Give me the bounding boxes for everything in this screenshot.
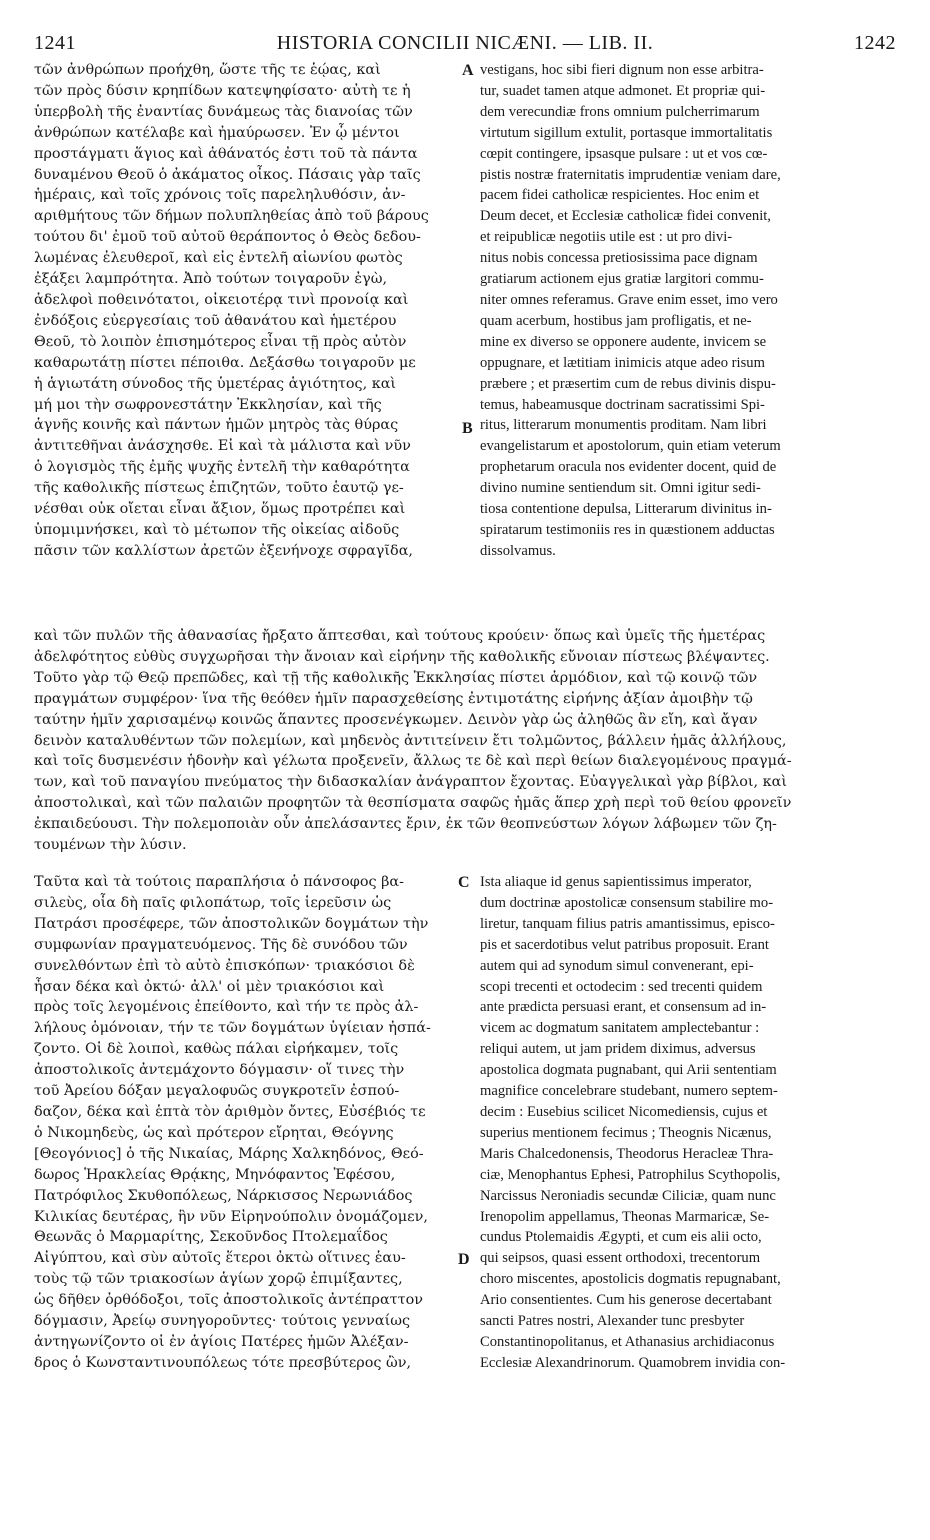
text-line: ἦσαν δέκα καὶ ὀκτώ· ἀλλ' οἱ μὲν τριακόσιοι καὶ (34, 978, 385, 995)
text-line: τουμένων τὴν λύσιν. (34, 837, 187, 854)
text-line: ciæ, Menophantus Ephesi, Patrophilus Scythopolis, (480, 1166, 781, 1183)
text-line: Ταῦτα καὶ τὰ τούτοις παραπλήσια ὁ πάνσοφος βα- (34, 874, 405, 890)
text-line: dem verecundiæ frons omnium pulcherrimarum (480, 103, 760, 120)
text-line: Ecclesiæ Alexandrinorum. Quamobrem invidia con- (480, 1354, 786, 1371)
text-line: virtutum sigillum extulit, portasque immortalitatis (480, 124, 773, 141)
text-line: Narcissus Neroniadis secundæ Ciliciæ, quam nunc (480, 1187, 776, 1204)
text-line: Τοῦτο γὰρ τῷ Θεῷ πρεπῶδες, καὶ τῇ τῆς καθολικῆς Ἐκκλησίας πίστει ἁρμόδιον, καὶ τῷ κοινῷ τῶν (34, 669, 758, 686)
text-line: choro miscentes, apostolicis dogmatis repugnabant, (480, 1271, 781, 1288)
text-line: τῶν ἀνθρώπων προήχθη, ὥστε τῆς τε ἑῴας, καὶ (34, 62, 381, 78)
text-line: Θεοῦ, τὸ λοιπὸν ἐπισημότερος εἶναι τῇ πρὸς αὐτὸν (34, 333, 407, 350)
text-line: πραγμάτων συμφέρον· ἵνα τῆς θεόθεν ἡμῖν παρασχεθείσης ἐντιμοτάτης εἰρήνης ἀξίαν ἀμοιβὴν τῷ (34, 690, 753, 707)
page-number-right: 1242 (854, 32, 896, 54)
margin-letter-a: A (462, 62, 474, 79)
text-line: δυναμένου Θεοῦ ὁ ἀκάματος οἶκος. Πάσαις γὰρ ταῖς (34, 166, 421, 183)
text-line: præbere ; et præsertim cum de rebus divinis dispu- (480, 375, 776, 392)
text-line: καὶ τοῖς δυσμενέσιν ἡδονὴν καὶ γέλωτα προξενεῖν, ἄλλως τε δὲ καὶ περὶ θείων διαλεγομένους πραγμά- (34, 753, 792, 770)
text-line: dum doctrinæ apostolicæ consensum stabilire mo- (480, 894, 774, 911)
text-line: et reipublicæ negotiis utile est : ut pro divi- (480, 229, 733, 246)
text-line: temus, habeamusque doctrinam sacratissimi Spi- (480, 396, 765, 413)
text-line: προστάγματι ἅγιος καὶ ἀθάνατός ἐστι τοῦ τὰ πάντα (34, 145, 418, 162)
text-line: tur, suadet tamen atque admonet. Et propriæ qui- (480, 82, 766, 99)
text-line: vicem ac dogmatum sanitatem amplectebantur : (480, 1020, 760, 1037)
text-line: δεινὸν καταλυθέντων τῶν πολεμίων, καὶ μηδενὸς ἀντιτείνειν ἔτι τολμῶντος, βάλλειν ἡμᾶς ἀλλήλους, (34, 732, 787, 749)
text-line: pis et sacerdotibus velut patribus proposuit. Erant (480, 936, 769, 953)
text-line: μή μοι τὴν σωφρονεστάτην Ἐκκλησίαν, καὶ τῆς (34, 396, 382, 413)
text-line: cundus Ptolemaidis Ægypti, et cum eis alii octo, (480, 1229, 762, 1246)
text-line: ritus, litterarum monumentis proditam. Nam libri (480, 417, 767, 434)
text-line: ὁ Νικομηδεὺς, ὡς καὶ πρότερον εἴρηται, Θεόγνης (34, 1124, 394, 1141)
text-line: Maris Chalcedonensis, Theodorus Heracleæ Thra- (480, 1145, 774, 1162)
latin-column-top (480, 60, 896, 562)
text-line: ἀντηγωνίζοντο οἱ ἐν ἁγίοις Πατέρες ἡμῶν Ἀλέξαν- (34, 1333, 409, 1350)
text-line: λωμένας ἐλευθεροῖ, καὶ εἰς ἐντελῆ αἰωνίου φωτὸς (34, 250, 403, 267)
text-line: ἀνθρώπων κατέλαβε καὶ ἠμαύρωσεν. Ἐν ᾧ μέντοι (34, 124, 400, 141)
text-line: spiratarum testimoniis res in quæstionem adductas (480, 521, 775, 538)
text-line: pistis nostræ fraternitatis imprudentiæ veniam dare, (480, 166, 781, 183)
text-line: Deum decet, et Ecclesiæ catholicæ fidei convenit, (480, 208, 771, 225)
text-line: ζοντο. Οἱ δὲ λοιποὶ, καθὼς πάλαι εἰρήκαμεν, τοῖς (34, 1041, 399, 1058)
text-line: νέσθαι οὐκ οἴεται εἶναι ἄξιον, ὅμως προτρέπει καὶ (34, 501, 406, 518)
greek-column-bottom (34, 872, 462, 1374)
text-line: divino numine sentiendum sit. Omni igitur sedi- (480, 480, 761, 497)
text-line: ἐκπαιδεύουσι. Τὴν πολεμοποιὰν οὖν ἀπελάσαντες ἔριν, ἐκ τῶν θεοπνεύστων λόγων λάβωμεν τῶν ζη- (34, 816, 777, 833)
text-line: ἀντιτεθῆναι ἀνάσχησθε. Εἰ καὶ τὰ μάλιστα καὶ νῦν (34, 438, 411, 455)
text-line: Ario consentientes. Cum his generose decertabant (480, 1292, 772, 1309)
text-line: δρος ὁ Κωνσταντινουπόλεως τότε πρεσβύτερος ὢν, (34, 1354, 412, 1371)
text-line: τοὺς τῷ τῶν τριακοσίων ἁγίων χορῷ ἐπιμίξαντες, (34, 1271, 403, 1288)
text-line: ἡ ἁγιωτάτη σύνοδος τῆς ὑμετέρας ἁγιότητος, καὶ (34, 375, 397, 392)
text-line: ἀποστολικοῖς ἀντεμάχοντο δόγμασιν· οἵ τινες τὴν (34, 1062, 405, 1079)
text-line: ante prædicta persuasi erant, et consensum ad in- (480, 999, 767, 1016)
text-line: evangelistarum et apostolorum, quin etiam veterum (480, 438, 781, 455)
running-title: HISTORIA CONCILII NICÆNI. — LIB. II. (276, 32, 654, 54)
margin-letter-d: D (458, 1251, 470, 1268)
text-line: Αἰγύπτου, καὶ σὺν αὐτοῖς ἕτεροι ὀκτὼ οἵτινες ἑαυ- (34, 1250, 406, 1267)
text-line: nitus nobis concessa pretiosissima pace dignam (480, 250, 758, 267)
text-line: Πατράσι προσέφερε, τῶν ἀποστολικῶν δογμάτων τὴν (34, 915, 429, 932)
text-line: ὁ λογισμὸς τῆς ἐμῆς ψυχῆς ἐντελῆ τὴν καθαρότητα (34, 459, 410, 476)
text-line: αριθμήτους τῶν δήμων πολυπληθείας ἀπὸ τοῦ βάρους (34, 208, 429, 225)
text-line: Πατρόφιλος Σκυθοπόλεως, Νάρκισσος Νερωνιάδος (34, 1187, 413, 1204)
text-line: mine ex diverso se opponere audente, invicem se (480, 333, 767, 350)
text-line: tiosa contentione depulsa, Litterarum divinitus in- (480, 501, 772, 518)
text-line: τῆς καθολικῆς πίστεως ἐπιζητῶν, τοῦτο ἑαυτῷ γε- (34, 480, 404, 497)
page-number-left: 1241 (34, 32, 76, 54)
text-line: Θεωνᾶς ὁ Μαρμαρίτης, Σεκοῦνδος Πτολεμαΐδος (34, 1229, 388, 1246)
text-line: σιλεὺς, οἷα δὴ παῖς φιλοπάτωρ, τοῖς ἱερεῦσιν ὡς (34, 894, 392, 911)
greek-column-top (34, 60, 462, 562)
text-line: oppugnare, et lætitiam inimicis atque adeo risum (480, 354, 765, 371)
text-line: ἁγνῆς κοινῆς καὶ πάντων ἡμῶν μητρὸς τὰς θύρας (34, 417, 399, 434)
text-line: συμφωνίαν πραγματευόμενος. Τῆς δὲ συνόδου τῶν (34, 936, 408, 953)
text-line: καὶ τῶν πυλῶν τῆς ἀθανασίας ἤρξατο ἅπτεσθαι, καὶ τούτους κρούειν· ὅπως καὶ ὑμεῖς τῆς ἡμετέρας (34, 628, 766, 644)
text-line: superius mentionem fecimus ; Theognis Nicænus, (480, 1124, 772, 1141)
text-line: ἡμέραις, καὶ τοῖς χρόνοις τοῖς παρεληλυθόσιν, ἀν- (34, 187, 406, 204)
latin-column-bottom (480, 872, 896, 1374)
text-line: [Θεογόνιος] ὁ τῆς Νικαίας, Μάρης Χαλκηδόνος, Θεό- (34, 1145, 424, 1162)
text-line: sancti Patres nostri, Alexander tunc presbyter (480, 1313, 745, 1330)
text-line: ἐξάξει λαμπρότητα. Ἀπὸ τούτων τοιγαροῦν ἐγὼ, (34, 271, 388, 288)
text-line: λήλους ὁμόνοιαν, τήν τε τῶν δογμάτων ὑγίειαν ἠσπά- (34, 1020, 431, 1037)
text-line: ταύτην ἡμῖν χαρισαμένῳ κοινῶς ἅπαντες προσενέγκωμεν. Δεινὸν γὰρ ὡς ἀληθῶς ἂν εἴη, καὶ ἄγαν (34, 711, 758, 728)
text-line: τούτου δι' ἐμοῦ τοῦ αὐτοῦ θεράποντος ὁ Θεὸς δεδου- (34, 229, 421, 246)
text-line: cœpit contingere, ipsasque pulsare : ut et vos cœ- (480, 145, 768, 162)
text-line: Ista aliaque id genus sapientissimus imperator, (480, 874, 752, 890)
running-header (34, 32, 896, 58)
text-line: reliqui autem, ut jam pridem diximus, adversus (480, 1041, 756, 1058)
margin-letter-c: C (458, 874, 470, 891)
text-line: dissolvamus. (480, 542, 556, 559)
text-line: πρὸς τοῖς λεγομένοις ἐπείθοντο, καὶ τήν τε πρὸς ἀλ- (34, 999, 419, 1016)
text-line: ὑπομιμνήσκει, καὶ τὸ μέτωπον τῆς οἰκείας αἰδοῦς (34, 521, 400, 538)
text-line: quam acerbum, hostibus jam profligatis, et ne- (480, 312, 752, 329)
margin-letter-b: B (462, 420, 473, 437)
text-line: liretur, tanquam filius patris amantissimus, episco- (480, 915, 775, 932)
text-line: vestigans, hoc sibi fieri dignum non esse arbitra- (480, 62, 764, 78)
text-line: ὡς δῆθεν ὀρθόδοξοι, τοῖς ἀποστολικοῖς ἀντέπραττον (34, 1292, 423, 1309)
text-line: τοῦ Ἀρείου δόξαν μεγαλοφυῶς συγκροτεῖν ἐσπού- (34, 1083, 400, 1100)
text-line: apostolica dogmata pugnabant, qui Arii sententiam (480, 1062, 777, 1079)
text-line: συνελθόντων ἐπὶ τὸ αὐτὸ ἐπισκόπων· τριακόσιοι δὲ (34, 957, 415, 974)
text-line: decim : Eusebius scilicet Nicomediensis, cujus et (480, 1103, 768, 1120)
text-line: gratiarum actionem ejus gratiæ largitori commu- (480, 271, 764, 288)
text-line: ὑπερβολὴ τῆς ἐναντίας δυνάμεως τὰς διανοίας τῶν (34, 103, 413, 120)
text-line: δωρος Ἡρακλείας Θρᾴκης, Μηνόφαντος Ἐφέσου, (34, 1166, 396, 1183)
text-line: scopi trecenti et octodecim : sed trecenti quidem (480, 978, 763, 995)
text-line: ἐνδόξοις εὐεργεσίαις τοῦ ἀθανάτου καὶ ἡμετέρου (34, 312, 397, 329)
text-line: qui seipsos, quasi essent orthodoxi, trecentorum (480, 1250, 761, 1267)
text-line: autem qui ad synodum simul convenerant, epi- (480, 957, 754, 974)
text-line: καθαρωτάτῃ πίστει πέποιθα. Δεξάσθω τοιγαροῦν με (34, 354, 416, 371)
text-line: δόγμασιν, Ἀρείῳ συνηγοροῦντες· τούτοις γενναίως (34, 1313, 411, 1330)
text-line: δαζον, δέκα καὶ ἑπτὰ τὸν ἀριθμὸν ὄντες, Εὐσέβιός τε (34, 1103, 426, 1120)
text-line: Irenopolim appellamus, Theonas Marmaricæ, Se- (480, 1208, 770, 1225)
text-line: πᾶσιν τῶν καλλίστων ἀρετῶν ἐξενήνοχε σφραγῖδα, (34, 542, 413, 559)
text-line: pacem fidei catholicæ respicientes. Hoc enim et (480, 187, 760, 204)
text-line: ἀποστολικαὶ, καὶ τῶν παλαιῶν προφητῶν τὰ θεσπίσματα σαφῶς ἡμᾶς ἅπερ χρὴ περὶ τοῦ θείου φρονεῖν (34, 795, 792, 812)
text-line: prophetarum oracula nos evidenter docent, quid de (480, 459, 777, 476)
text-line: niter omnes referamus. Grave enim esset, imo vero (480, 291, 778, 308)
text-line: ἀδελφοὶ ποθεινότατοι, οἰκειοτέρᾳ τινὶ προνοίᾳ καὶ (34, 291, 409, 308)
text-line: τῶν πρὸς δύσιν κρηπίδων κατεψηφίσατο· αὐτὴ τε ἡ (34, 82, 411, 99)
text-line: Κιλικίας δευτέρας, ἣν νῦν Εἰρηνούπολιν ὀνομάζομεν, (34, 1208, 428, 1225)
text-line: των, καὶ τοῦ παναγίου πνεύματος τὴν διδασκαλίαν ἀνάγραπτον ἔχοντας. Εὐαγγελικαὶ γὰρ βίβλοι, καὶ (34, 774, 788, 791)
text-line: Constantinopolitanus, et Athanasius archidiaconus (480, 1333, 775, 1350)
text-line: magnifice concelebrare studebant, numero septem- (480, 1083, 778, 1100)
greek-full-width-paragraph (34, 626, 896, 856)
text-line: ἀδελφότητος εὐθὺς συγχωρῆσαι τὴν ἄνοιαν καὶ εἰρήνην τῆς καθολικῆς εὔνοιαν πίστεως βλέψαντες. (34, 648, 770, 665)
